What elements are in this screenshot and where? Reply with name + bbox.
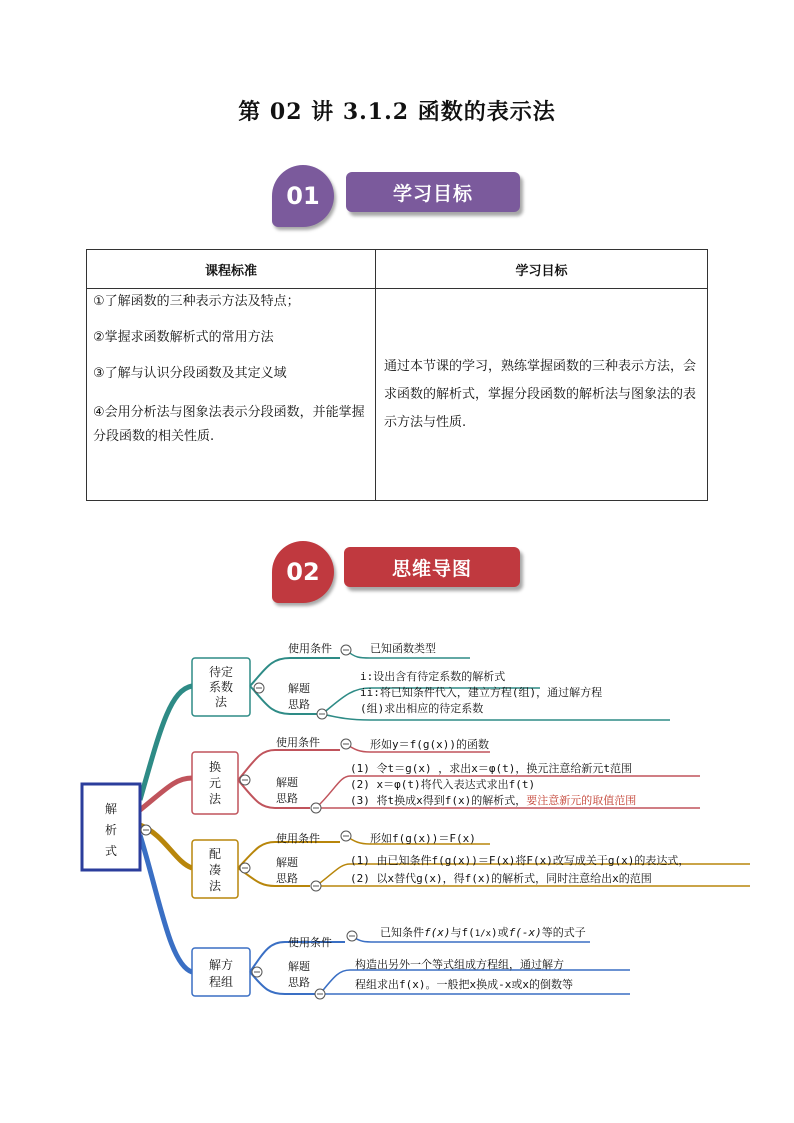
cond-text: 已知函数类型 (370, 642, 436, 655)
cond-text: 形如y＝f(g(x))的函数 (370, 738, 489, 751)
section-number: 02 (286, 558, 320, 586)
section-heading-bar (344, 547, 520, 587)
idea-line: 程组求出f(x)。一般把x换成-x或x的倒数等 (355, 978, 573, 991)
idea-label: 思路 (276, 872, 298, 885)
idea-line: (2) x＝φ(t)将代入表达式求出f(t) (350, 778, 536, 791)
section-heading: 思维导图 (391, 557, 472, 580)
branch-name-3: 配 (208, 847, 222, 861)
cond-label: 使用条件 (276, 832, 320, 845)
cond-label: 使用条件 (288, 642, 332, 655)
standard-item: ④会用分析法与图象法表示分段函数，并能掌握分段函数的相关性质. (93, 405, 365, 444)
idea-line: (1) 由已知条件f(g(x))＝F(x)将F(x)改写成关于g(x)的表达式， (350, 854, 690, 867)
mind-map (70, 630, 760, 1010)
goal-cell: 通过本节课的学习，熟练掌握函数的三种表示方法，会求函数的解析式，掌握分段函数的解析法与图象法的表示方法与性质. (376, 289, 708, 501)
branch-name-2: 法 (208, 792, 222, 806)
idea-label: 思路 (288, 698, 310, 711)
cond-text: 形如f(g(x))＝F(x) (370, 832, 476, 845)
header-standard: 课程标准 (87, 250, 376, 289)
idea-label: 解题 (276, 776, 298, 789)
root-char: 式 (104, 844, 118, 858)
branch-name-3: 法 (208, 879, 222, 893)
idea-line: (组)求出相应的待定系数 (360, 702, 484, 715)
root-char: 解 (104, 802, 118, 816)
cond-label: 使用条件 (288, 936, 332, 949)
branch-name-1: 法 (214, 695, 228, 709)
idea-label: 解题 (276, 856, 298, 869)
standards-cell (87, 289, 376, 501)
branch-name-3: 凑 (208, 863, 222, 877)
section-number-badge (272, 165, 334, 227)
idea-label: 解题 (288, 682, 310, 695)
idea-line: i:设出含有待定系数的解析式 (360, 670, 506, 683)
idea-line: ii:将已知条件代入，建立方程(组)，通过解方程 (360, 686, 603, 699)
idea-line: (3) 将t换成x得到f(x)的解析式，要注意新元的取值范围 (350, 794, 637, 807)
idea-line: (2) 以x替代g(x)，得f(x)的解析式，同时注意给出x的范围 (350, 872, 652, 885)
branch-name-1: 待定 (208, 665, 234, 679)
standard-item: ③了解与认识分段函数及其定义域 (93, 366, 287, 381)
cond-text: 已知条件f(x)与f(1/x)或f(-x)等的式子 (380, 926, 586, 939)
section-heading-bar (346, 172, 520, 212)
section-number: 01 (286, 182, 320, 210)
branch-name-4: 程组 (208, 975, 234, 989)
standard-item: ②掌握求函数解析式的常用方法 (93, 330, 274, 345)
section-number-badge (272, 541, 334, 603)
branch-name-2: 元 (208, 776, 222, 790)
section-heading: 学习目标 (392, 182, 473, 205)
idea-label: 思路 (288, 976, 310, 989)
branch-name-2: 换 (208, 760, 222, 774)
cond-label: 使用条件 (276, 736, 320, 749)
branch-name-1: 系数 (208, 680, 234, 694)
objectives-table (86, 249, 708, 501)
standard-item: ①了解函数的三种表示方法及特点； (93, 294, 300, 309)
idea-line: (1) 令t＝g(x) ，求出x＝φ(t)，换元注意给新元t范围 (350, 762, 632, 775)
header-goal: 学习目标 (376, 250, 708, 289)
root-char: 析 (104, 823, 118, 837)
branch-name-4: 解方 (208, 958, 234, 972)
idea-label: 解题 (288, 960, 310, 973)
idea-label: 思路 (276, 792, 298, 805)
idea-line: 构造出另外一个等式组成方程组，通过解方 (355, 958, 564, 971)
page-title: 第 02 讲 3.1.2 函数的表示法 (238, 99, 556, 125)
